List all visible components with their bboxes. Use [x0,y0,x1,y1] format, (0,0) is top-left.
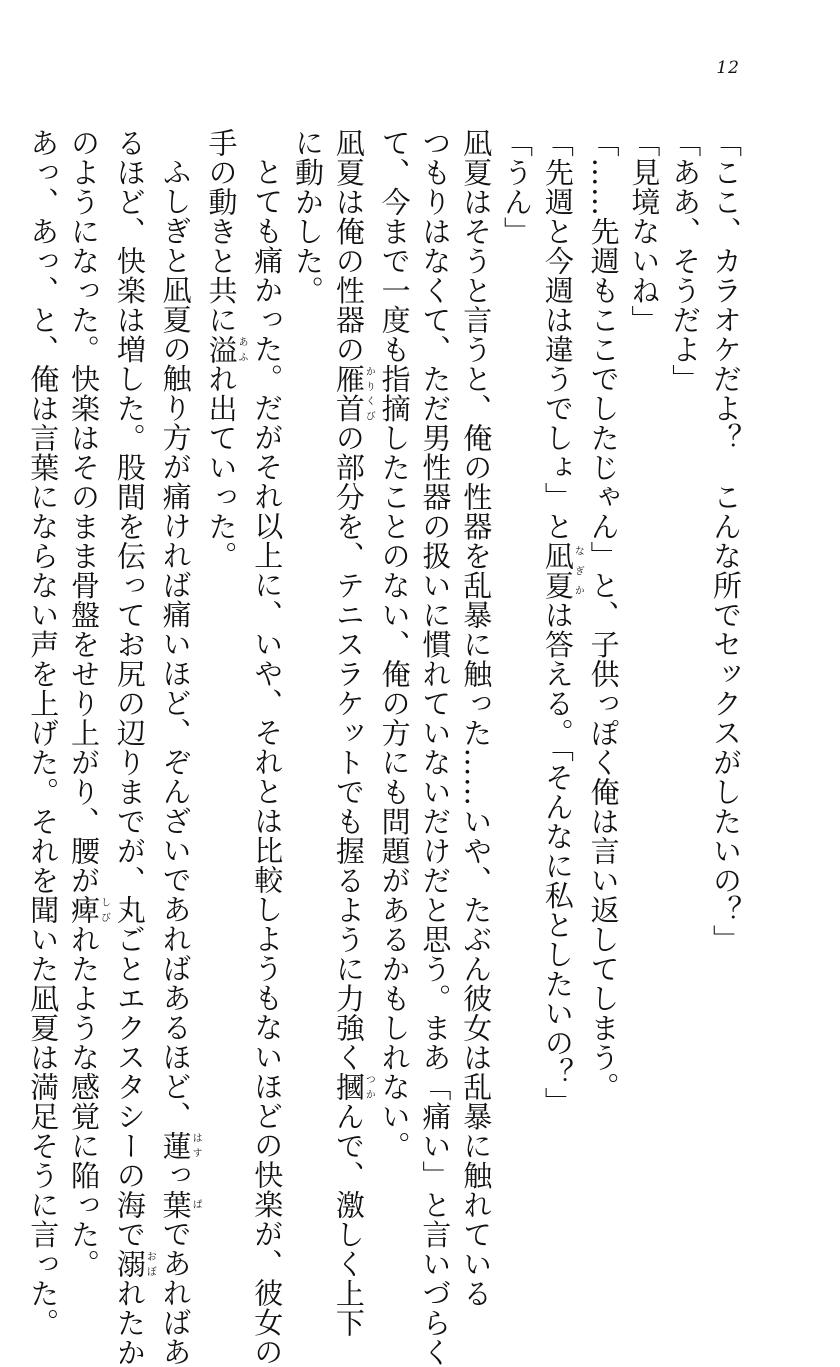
line-narration-17: あっ、あっ、と、俺は言葉にならない声を上げた。それを聞いた凪夏は満足そうに言った。 [22,128,63,1118]
furigana: つか [363,1072,374,1102]
furigana: はす [190,1131,201,1161]
text-segment: れたような感覚に陥った。 [67,925,101,1279]
text-segment: ふしぎと凪夏の触り方が痛ければ痛いほど、ぞんざいであればあるほど、 [159,157,193,1131]
line-narration-8: つもりはなくて、ただ男性器の扱いに慣れていないだけだと思う。まあ「痛い」と言いづらく [415,128,456,1118]
furigana: ぱ [190,1190,201,1220]
text-segment: 手の動きと共に [204,128,238,335]
ruby-karikubi: 雁首かりくび [332,364,366,423]
furigana: かりくび [363,364,374,423]
line-dialogue-3: 「見境ないね」 [624,128,665,1118]
text-segment: るほど、快楽は増した。股間を伝ってお尻の辺りまでが、丸ごとエクスタシーの海で [113,128,147,1249]
ruby-obo: 溺おぼ [113,1249,147,1279]
line-narration-14 [155,128,201,1118]
novel-text-column [22,128,746,1118]
line-narration-10 [328,128,374,1118]
line-narration-7: 凪夏はそうと言うと、俺の性器を乱暴に触った……いや、たぶん彼女は乱暴に触れている [455,128,496,1118]
line-dialogue-2: 「ああ、そうだよ」 [664,128,705,1118]
line-dialogue-4: 「……先週もここでしたじゃん」と、子供っぽく俺は言い返してしまう。 [583,128,624,1118]
line-narration-16 [63,128,109,1118]
text-segment: れ出ていった。 [204,364,238,571]
text-segment: れたか [113,1279,147,1367]
line-narration-13 [201,128,247,1118]
text-segment: んで、激しく上下 [332,1102,366,1338]
furigana: しび [99,895,110,925]
ruby-shibi: 痺しび [67,895,101,925]
text-segment: 「先週と今週は違うでしょ」と [541,128,575,541]
text-segment: のようになった。快楽はそのまま骨盤をせり上がり、腰が [67,128,101,895]
ruby-tsuka: 摑つか [332,1072,366,1102]
ruby-afu: 溢あふ [204,335,238,365]
line-dialogue-1: 「ここ、カラオケだよ？ こんな所でセックスがしたいの？」 [705,128,746,1118]
line-dialogue-6: 「うん」 [496,128,537,1118]
ruby-nagika: 凪夏なぎか [541,541,575,600]
furigana: あふ [236,335,247,365]
furigana: なぎか [572,541,583,600]
line-dialogue-5 [537,128,583,1118]
text-segment: 凪夏は俺の性器の [332,128,366,364]
furigana: おぼ [144,1249,155,1279]
line-narration-11: に動かした。 [287,128,328,1118]
ruby-hasu: 蓮はす [159,1131,193,1161]
line-narration-15 [109,128,155,1118]
line-narration-12: とても痛かった。だがそれ以上に、いや、それとは比較しようもないほどの快楽が、彼女の [246,128,287,1118]
text-segment: は答える。「そんなに私としたいの？」 [541,600,575,1117]
line-narration-9: て、今まで一度も指摘したことのない、俺の方にも問題があるかもしれない。 [374,128,415,1118]
ruby-ba: 葉ぱ [159,1190,193,1220]
text-segment: の部分を、テニスラケットでも握るように力強く [332,423,366,1072]
text-segment: であればあ [159,1219,193,1367]
page-number: 12 [716,58,740,78]
text-segment: っ [159,1160,193,1190]
